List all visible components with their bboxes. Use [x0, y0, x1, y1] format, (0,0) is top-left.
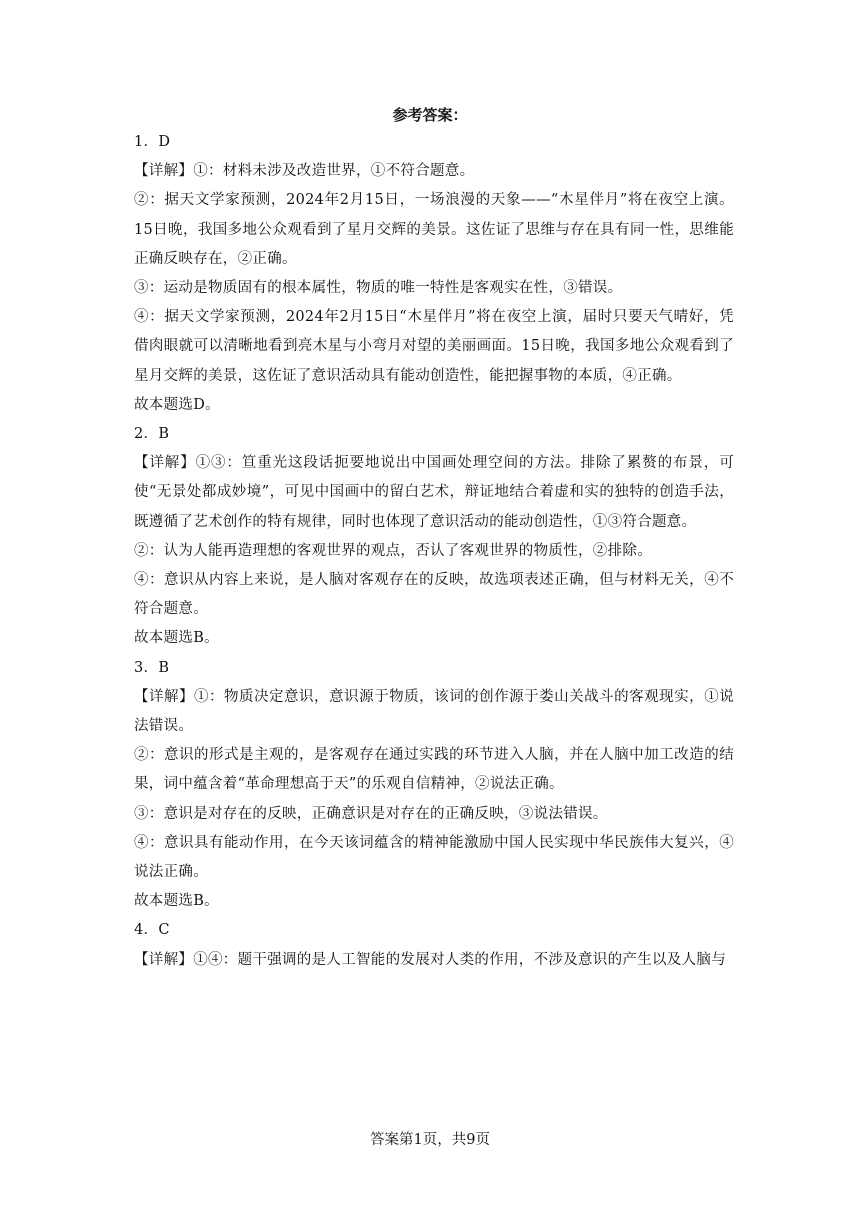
page-title: 参考答案： — [392, 106, 468, 124]
answer-paragraph: ④：意识具有能动作用，在今天该词蕴含的精神能激励中国人民实现中华民族伟大复兴，④说法正确。 — [134, 834, 734, 881]
answer-paragraph: ②：据天文学家预测，2024年2月15日，一场浪漫的天象——“木星伴月”将在夜空上演。15日晚，我国多地公众观看到了星月交辉的美景。这佐证了思维与存在具有同一性，思维能正确反映存在，②正确。 — [134, 192, 734, 267]
answer-number: 1．D — [134, 134, 171, 150]
answer-number: 3．B — [134, 659, 170, 676]
answer-paragraph: 【详解】①：材料未涉及改造世界，①不符合题意。 — [134, 163, 475, 180]
answer-paragraph: ④：据天文学家预测，2024年2月15日“木星伴月”将在夜空上演，届时只要天气晴好，凭借肉眼就可以清晰地看到亮木星与小弯月对望的美丽画面。15日晚，我国多地公众观看到了星月交辉的美景，这佐证了意识活动具有能动创造性，能把握事物的本质，④正确。 — [134, 309, 734, 384]
page-footer: 答案第1页，共9页 — [370, 1132, 490, 1148]
answer-paragraph: ③：运动是物质固有的根本属性，物质的唯一特性是客观实在性，③错误。 — [134, 280, 623, 297]
answer-paragraph: ③：意识是对存在的反映，正确意识是对存在的正确反映，③说法错误。 — [134, 805, 608, 822]
answer-paragraph: ②：认为人能再造理想的客观世界的观点，否认了客观世界的物质性，②排除。 — [134, 542, 652, 559]
answer-paragraph: ④：意识从内容上来说，是人脑对客观存在的反映，故选项表述正确，但与材料无关，④不符合题意。 — [134, 572, 734, 618]
answer-conclusion: 故本题选B。 — [134, 630, 219, 647]
answer-conclusion: 故本题选D。 — [134, 396, 220, 413]
answer-paragraph: 【详解】①③：笪重光这段话扼要地说出中国画处理空间的方法。排除了累赘的布景，可使“无景处都成妙境”，可见中国画中的留白艺术，辩证地结合着虚和实的独特的创造手法，既遵循了艺术创作的特有规律，同时也体现了意识活动的能动创造性，①③符合题意。 — [134, 455, 734, 530]
answer-paragraph: 【详解】①：物质决定意识，意识源于物质，该词的创作源于娄山关战斗的客观现实，①说法错误。 — [134, 688, 734, 735]
answer-paragraph: ②：意识的形式是主观的，是客观存在通过实践的环节进入人脑，并在人脑中加工改造的结果，词中蕴含着“革命理想高于天”的乐观自信精神，②说法正确。 — [134, 747, 734, 793]
answer-number: 2．B — [134, 426, 170, 443]
answer-paragraph: 【详解】①④：题干强调的是人工智能的发展对人类的作用，不涉及意识的产生以及人脑与 — [134, 951, 726, 968]
answer-conclusion: 故本题选B。 — [134, 893, 219, 910]
answer-number: 4．C — [134, 922, 170, 939]
answer-body — [134, 128, 734, 975]
